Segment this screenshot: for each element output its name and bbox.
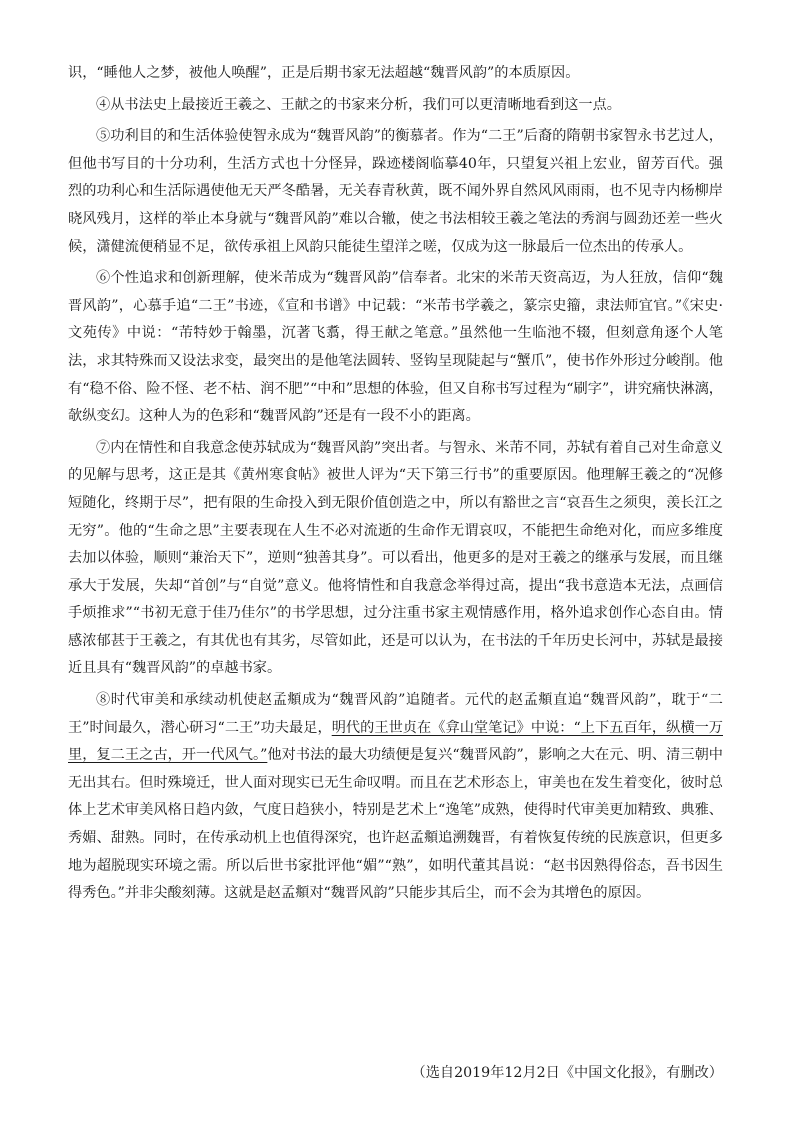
paragraph-text: ⑤功利目的和生活体验使智永成为“魏晋风韵”的衡慕者。作为“二王”后裔的隋朝书家智永书艺过人，但他书写目的十分功利，生活方式也十分怪异，跺迹楼阁临摹40年，只望复兴祖上宏业，留芳百代。强烈的功利心和生活际遇使他无天严冬酷暑，无关春青秋黄，既不闻外界自然风风雨雨，也不见寺内杨柳岸晓风残月，这样的举止本身就与“魏晋风韵”难以合辙，使之书法相较王羲之笔法的秀润与圆劲还差一些火候，潇健流便稍显不足，欲传承祖上风韵只能徒生望洋之嗟，仅成为这一脉最后一位杰出的传承人。 <box>68 128 723 255</box>
source-citation: （选自2019年12月2日《中国文化报》，有删改） <box>411 1065 723 1081</box>
paragraph-text: 他对书法的最大功绩便是复兴“魏晋风韵”，影响之大在元、明、清三朝中无出其右。但时殊境迁，世人面对现实已无生命叹喟。而且在艺术形态上，审美也在发生着变化，彼时总体上艺术审美风格日趋内敛，气度日趋狭小，特别是艺术上“逸笔”成熟，使得时代审美更加精致、典雅、秀媚、甜熟。同时，在传承动机上也值得深究，也许赵孟頫追溯魏晋，有着恢复传统的民族意识，但更多地为超脱现实环境之需。所以后世书家批评他“媚”“熟”，如明代董其昌说：“赵书因熟得俗态，吾书因生得秀色。”并非尖酸刻薄。这就是赵孟頫对“魏晋风韵”只能步其后尘，而不会为其增色的原因。 <box>68 747 723 902</box>
article-body <box>68 60 723 1081</box>
paragraph-8 <box>68 687 723 908</box>
paragraph-6 <box>68 265 723 431</box>
paragraph-7 <box>68 435 723 683</box>
paragraph-text: ⑦内在情性和自我意念使苏轼成为“魏晋风韵”突出者。与智永、米芾不同，苏轼有着自己对生命意义的见解与思考，这正是其《黄州寒食帖》被世人评为“天下第三行书”的重要原因。他理解王羲之的“况修短随化，终期于尽”，把有限的生命投入到无限价值创造之中，所以有豁世之言“哀吾生之须臾，羡长江之无穷”。他的“生命之思”主要表现在人生不必对流逝的生命作无谓哀叹，不能把生命绝对化，而应多维度去加以体验，顺则“兼治天下”，逆则“独善其身”。可以看出，他更多的是对王羲之的继承与发展，而且继承大于发展，失却“首创”与“自觉”意义。他将情性和自我意念举得过高，提出“我书意造本无法，点画信手烦推求”“书初无意于佳乃佳尔”的书学思想，过分注重书家主观情感作用，格外追求创作心态自由。情感浓郁甚于王羲之，有其优也有其劣，尽管如此，还是可以认为，在书法的千年历史长河中，苏轼是最接近且具有“魏晋风韵”的卓越书家。 <box>68 439 723 677</box>
paragraph-5 <box>68 123 723 261</box>
paragraph-continuation <box>68 60 723 88</box>
underlined-quote: 明代的王世贞在《弇山堂笔记》中说：“上下五百年，纵横一万里，复二王之古，开一代风气。” <box>68 719 723 764</box>
paragraph-text: 识，“睡他人之梦，被他人唤醒”，正是后期书家无法超越“魏晋风韵”的本质原因。 <box>68 65 580 81</box>
paragraph-text: ⑧时代审美和承续动机使赵孟頫成为“魏晋风韵”追随者。元代的赵孟頫直追“魏晋风韵”，耽于“二王”时间最久，潜心研习“二王”功夫最足， <box>68 692 723 736</box>
paragraph-text: ⑥个性追求和创新理解，使米芾成为“魏晋风韵”信奉者。北宋的米芾天资高迈，为人狂放，信仰“魏晋风韵”，心慕手追“二王”书迹，《宣和书谱》中记载：“米芾书学羲之，篆宗史籀，隶法师宜官。”《宋史·文苑传》中说：“芾特妙于翰墨，沉著飞翥，得王献之笔意。”虽然他一生临池不辍，但刻意角逐个人笔法，求其特殊而又设法求变，最突出的是他笔法圆转、竖钩呈现陡起与“蟹爪”，使书作外形过分峻削。他有“稳不俗、险不怪、老不枯、润不肥”“中和”思想的体验，但又自称书写过程为“刷字”，讲究痛快淋漓，欹纵变幻。这种人为的色彩和“魏晋风韵”还是有一段不小的距离。 <box>68 270 723 425</box>
paragraph-4 <box>68 92 723 120</box>
paragraph-text: ④从书法史上最接近王羲之、王献之的书家来分析，我们可以更清晰地看到这一点。 <box>96 96 621 113</box>
